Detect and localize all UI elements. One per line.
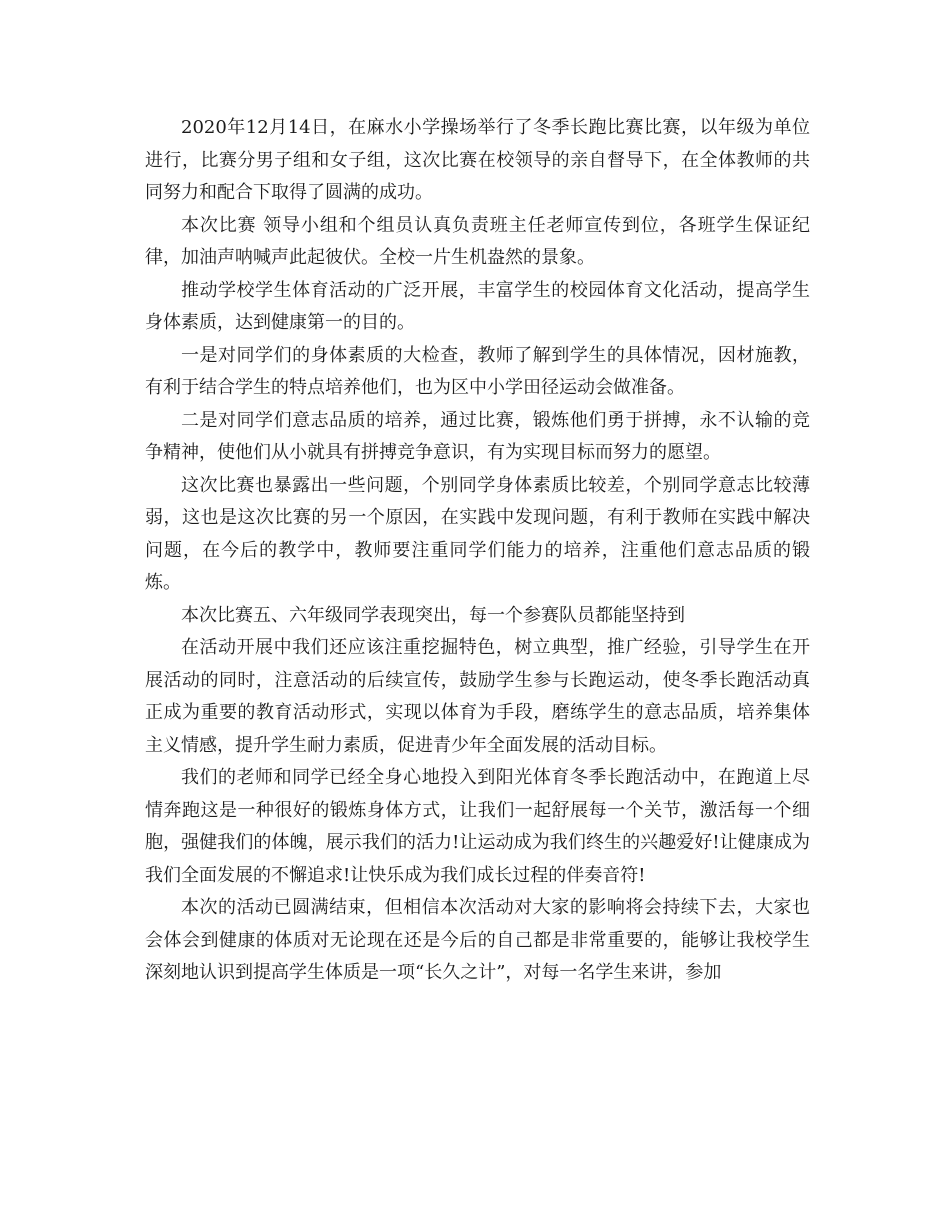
paragraph-7: 本次比赛五、六年级同学表现突出，每一个参赛队员都能坚持到: [181, 604, 685, 626]
paragraph-1: 2020年12月14日，在麻水小学操场举行了冬季长跑比赛比赛，以年级为单位进行，比赛分男子组和女子组，这次比赛在校领导的亲自督导下，在全体教师的共同努力和配合下取得了圆满的成功。: [145, 117, 810, 203]
paragraph-9: 我们的老师和同学已经全身心地投入到阳光体育冬季长跑活动中，在跑道上尽情奔跑这是一种很好的锻炼身体方式，让我们一起舒展每一个关节，激活每一个细胞，强健我们的体魄，展示我们的活力!让运动成为我们终生的兴趣爱好!让健康成为我们全面发展的不懈追求!让快乐成为我们成长过程的伴奏音符!: [145, 767, 810, 886]
paragraph-6: 这次比赛也暴露出一些问题，个别同学身体素质比较差，个别同学意志比较薄弱，这也是这次比赛的另一个原因，在实践中发现问题，有利于教师在实践中解决问题，在今后的教学中，教师要注重同学们能力的培养，注重他们意志品质的锻炼。: [145, 474, 810, 593]
paragraph-8: 在活动开展中我们还应该注重挖掘特色，树立典型，推广经验，引导学生在开展活动的同时，注意活动的后续宣传，鼓励学生参与长跑运动，使冬季长跑活动真正成为重要的教育活动形式，实现以体育为手段，磨练学生的意志品质，培养集体主义情感，提升学生耐力素质，促进青少年全面发展的活动目标。: [145, 637, 810, 756]
paragraph-10: 本次的活动已圆满结束，但相信本次活动对大家的影响将会持续下去，大家也会体会到健康的体质对无论现在还是今后的自己都是非常重要的，能够让我校学生深刻地认识到提高学生体质是一项“长久之计”，对每一名学生来讲，参加: [145, 897, 810, 983]
paragraph-5: 二是对同学们意志品质的培养，通过比赛，锻炼他们勇于拼搏，永不认输的竞争精神，使他们从小就具有拼搏竞争意识，有为实现目标而努力的愿望。: [145, 409, 810, 463]
paragraph-4: 一是对同学们的身体素质的大检查，教师了解到学生的具体情况，因材施教，有利于结合学生的特点培养他们，也为区中小学田径运动会做准备。: [145, 344, 810, 398]
document-body: [145, 112, 810, 990]
paragraph-2: 本次比赛 领导小组和个组员认真负责班主任老师宣传到位，各班学生保证纪律，加油声呐喊声此起彼伏。全校一片生机盎然的景象。: [145, 214, 810, 268]
paragraph-3: 推动学校学生体育活动的广泛开展，丰富学生的校园体育文化活动，提高学生身体素质，达到健康第一的目的。: [145, 279, 810, 333]
